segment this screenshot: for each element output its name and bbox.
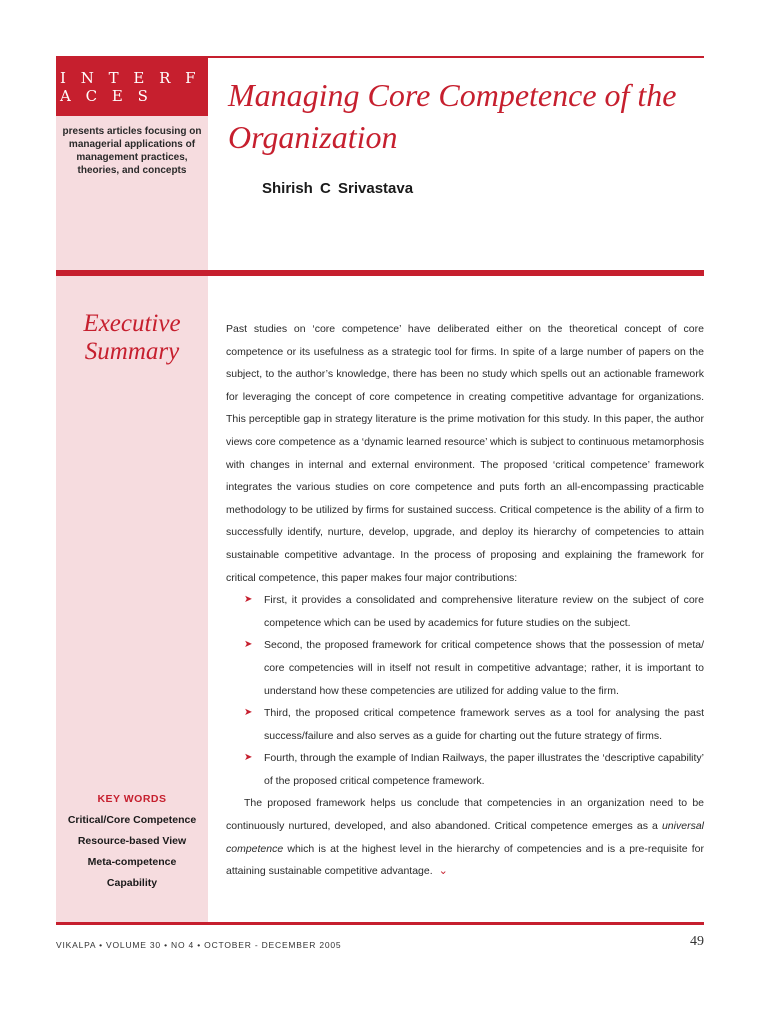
keywords-heading: KEY WORDS	[97, 793, 167, 805]
closing-text-end: which is at the highest level in the hierarchy of competencies and is a pre-requisite for attaining sustainable competitive advantage.	[226, 842, 704, 878]
article-author: Shirish C Srivastava	[262, 180, 414, 197]
summary-intro: Past studies on ‘core competence’ have deliberated either on the theoretical concept of core competence or its usefulness as a strategic tool for firms. In spite of a large number of papers on the subject, to the author’s knowledge, there has been no study which spells out an actionable framework for leveraging the concept of core competence in creating competitive advantage for organizations. This perceptible gap in strategy literature is the prime motivation for this study. In this paper, the author views core competence as a ‘dynamic learned resource’ which is subject to continuous metamorphosis with changes in internal and external environment. The proposed ‘critical competence’ framework integrates the various studies on core competence and puts forth an all-encompassing practicable methodology to be utilized by firms for sustained success. Critical competence is the ability of a firm to successfully identify, nurture, develop, upgrade, and deploy its hierarchy of competencies to attain sustainable competitive advantage. In the process of proposing and explaining the framework for critical competence, this paper makes four major contributions:	[226, 323, 704, 584]
contribution-text: Second, the proposed framework for critical competence shows that the possession of meta/ core competencies will in itself not result in competitive advantage; rather, it is important to understand how these competencies are utilized for adding value to the firm.	[264, 639, 704, 697]
arrow-bullet-icon: ➤	[244, 707, 253, 719]
keyword-item: Meta-competence	[87, 856, 177, 868]
summary-closing	[226, 792, 704, 882]
keyword-item: Critical/Core Competence	[67, 814, 197, 826]
journal-citation: VIKALPA • VOLUME 30 • NO 4 • OCTOBER - DECEMBER 2005	[56, 940, 342, 950]
article-title: Managing Core Competence of the Organization	[228, 77, 677, 155]
page-number: 49	[690, 934, 704, 949]
contribution-text: First, it provides a consolidated and comprehensive literature review on the subject of core competence which can be used by academics for future studies on the subject.	[264, 594, 704, 629]
keyword-item: Resource-based View	[77, 835, 187, 847]
closing-emphasis: universal competence	[226, 820, 704, 855]
closing-text: The proposed framework helps us conclude that competencies in an organization need to be continuously nurtured, developed, and also abandoned. Critical competence emerges as a	[226, 797, 704, 833]
footer-divider	[56, 922, 704, 925]
executive-summary-heading: Executive Summary	[83, 310, 181, 365]
section-brand: I N T E R F A C E S	[56, 58, 208, 116]
list-item	[244, 702, 704, 747]
list-item	[244, 747, 704, 792]
contributions-list	[226, 589, 704, 792]
list-item	[244, 634, 704, 702]
contribution-text: Third, the proposed critical competence framework serves as a tool for analysing the past success/failure and also serves as a guide for charting out the future strategy of firms.	[264, 707, 704, 742]
end-chevron-icon: ⌄	[438, 865, 448, 878]
arrow-bullet-icon: ➤	[244, 594, 253, 606]
arrow-bullet-icon: ➤	[244, 752, 253, 764]
arrow-bullet-icon: ➤	[244, 639, 253, 651]
keywords-block	[56, 793, 208, 898]
summary-body	[226, 318, 704, 883]
keyword-item: Capability	[106, 877, 158, 889]
brand-description: presents articles focusing on managerial applications of management practices, theories, and concepts	[62, 126, 202, 176]
contribution-text: Fourth, through the example of Indian Railways, the paper illustrates the ‘descriptive capability’ of the proposed critical competence framework.	[264, 752, 704, 787]
list-item	[244, 589, 704, 634]
